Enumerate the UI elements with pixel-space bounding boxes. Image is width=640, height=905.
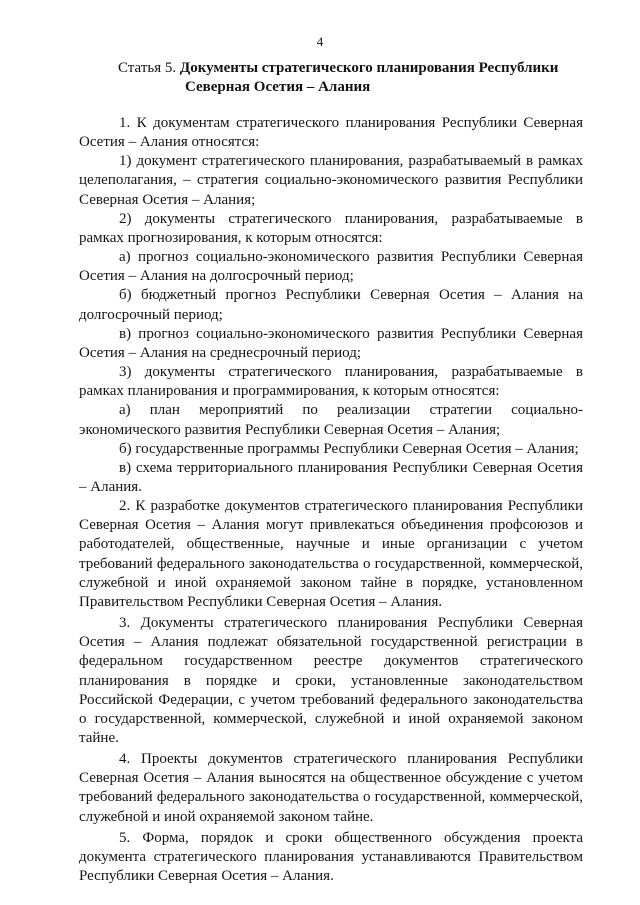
paragraph-3: 3. Документы стратегического планирования Республики Северная Осетия – Алания подлежат обязательной государственной регистрации в федеральном государственном реестре документов стратегического планирования в порядке и сроки, установленные законодательством Российской Федерации, с учетом требований федерального законодательства о государственной, коммерческой, служебной и иной охраняемой законом тайне. xyxy=(79,615,583,746)
paragraph-1-item-1: 1) документ стратегического планирования, разрабатываемый в рамках целеполагания, – стратегия социально-экономического развития Республики Северная Осетия – Алания; xyxy=(79,153,583,208)
paragraph-1-item-2b: б) бюджетный прогноз Республики Северная Осетия – Алания на долгосрочный период; xyxy=(79,287,583,323)
paragraph-1-item-3c: в) схема территориального планирования Республики Северная Осетия – Алания. xyxy=(79,459,583,495)
article-number: Статья 5. xyxy=(118,60,177,76)
paragraph-5: 5. Форма, порядок и сроки общественного обсуждения проекта документа стратегического планирования устанавливаются Правительством Республики Северная Осетия – Алания. xyxy=(79,829,583,885)
paragraph-1-item-2c: в) прогноз социально-экономического развития Республики Северная Осетия – Алания на среднесрочный период; xyxy=(79,325,583,361)
paragraph-1-item-2: 2) документы стратегического планирования, разрабатываемые в рамках прогнозирования, к которым относятся: xyxy=(79,210,583,246)
page-number: 4 xyxy=(316,34,324,49)
paragraph-1: 1. К документам стратегического планирования Республики Северная Осетия – Алания относятся: xyxy=(79,115,583,151)
paragraph-4: 4. Проекты документов стратегического планирования Республики Северная Осетия – Алания выносятся на общественное обсуждение с учетом требований федерального законодательства о государственной, коммерческой, служебной и иной охраняемой законом тайне. xyxy=(79,751,583,825)
paragraph-1-item-3a: а) план мероприятий по реализации стратегии социально-экономического развития Республики Северная Осетия – Алания; xyxy=(79,402,583,438)
paragraph-1-item-3: 3) документы стратегического планирования, разрабатываемые в рамках планирования и программирования, к которым относятся: xyxy=(79,364,583,400)
article-title: Документы стратегического планирования Республики xyxy=(179,60,559,76)
article-body xyxy=(79,114,583,886)
article-title-continued: Северная Осетия – Алания xyxy=(185,79,371,95)
paragraph-1-item-2a: а) прогноз социально-экономического развития Республики Северная Осетия – Алания на долгосрочный период; xyxy=(79,249,583,285)
paragraph-2: 2. К разработке документов стратегического планирования Республики Северная Осетия – Алания могут привлекаться объединения профсоюзов и работодателей, общественные, научные и иные организации с учетом требований федерального законодательства о государственной, коммерческой, служебной и иной охраняемой законом тайне в порядке, установленном Правительством Республики Северная Осетия – Алания. xyxy=(79,498,583,610)
paragraph-1-item-3b: б) государственные программы Республики Северная Осетия – Алания; xyxy=(119,440,579,457)
article-heading xyxy=(118,59,588,97)
